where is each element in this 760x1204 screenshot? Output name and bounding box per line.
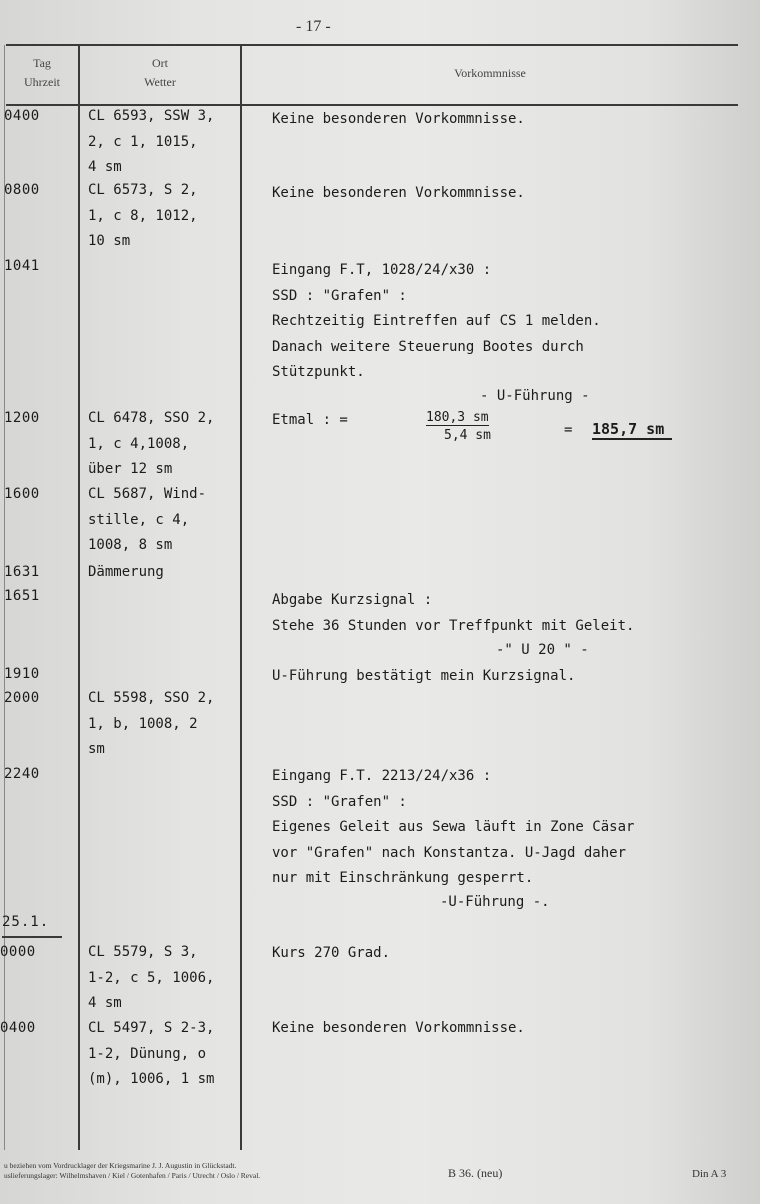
event-line: SSD : "Grafen" : [272, 793, 407, 810]
header-col-time-line1: Tag [33, 56, 51, 70]
place-line: CL 5497, S 2-3, [88, 1020, 215, 1036]
place-line: (m), 1006, 1 sm [88, 1071, 215, 1087]
entry-time: 1041 [4, 258, 40, 274]
place-line: 1008, 8 sm [88, 537, 173, 553]
entry-events [272, 941, 390, 967]
entry-place [88, 482, 206, 559]
header-col-place-line1: Ort [152, 56, 168, 70]
entry-place [88, 560, 164, 586]
event-line: U-Führung bestätigt mein Kurzsignal. [272, 668, 576, 684]
entry-time: 2240 [4, 766, 40, 782]
footer-printer-note [4, 1161, 260, 1181]
event-line: Eingang F.T, 1028/24/x30 : [272, 262, 492, 278]
header-top-rule [6, 44, 738, 46]
place-line: 1-2, Dünung, o [88, 1045, 207, 1062]
place-line: CL 5579, S 3, [88, 944, 198, 960]
entry-place [88, 178, 198, 255]
footer-paper-size: Din A 3 [692, 1168, 727, 1180]
place-line: 1, b, 1008, 2 [88, 715, 198, 732]
etmal-denominator: 5,4 sm [444, 428, 491, 443]
entry-place [88, 940, 214, 1017]
place-line: sm [88, 741, 105, 757]
event-line: Keine besonderen Vorkommnisse. [272, 185, 525, 201]
event-line: Stützpunkt. [272, 364, 365, 380]
event-line: Keine besonderen Vorkommnisse. [272, 1020, 525, 1036]
signature-u-fuehrung: - U-Führung - [480, 388, 590, 404]
entry-events [272, 181, 525, 207]
place-line: CL 6593, SSW 3, [88, 108, 215, 124]
header-col-time-line2: Uhrzeit [24, 75, 60, 89]
entry-time: 1200 [4, 410, 40, 426]
entry-time: 0400 [0, 1020, 36, 1036]
place-line: 2, c 1, 1015, [88, 133, 198, 150]
header-col-place-line2: Wetter [144, 75, 176, 89]
etmal-equals: = [564, 422, 573, 438]
event-line: nur mit Einschränkung gesperrt. [272, 870, 534, 886]
place-line: CL 5598, SSO 2, [88, 690, 215, 706]
entry-events [272, 664, 575, 690]
entry-events [272, 107, 525, 133]
entry-events [272, 764, 634, 892]
entry-time: 0400 [4, 108, 40, 124]
entry-place [88, 686, 214, 763]
entry-time: 0800 [4, 182, 40, 198]
column-divider-2 [240, 45, 242, 1150]
event-line: Abgabe Kurzsignal : [272, 592, 433, 608]
event-line: Stehe 36 Stunden vor Treffpunkt mit Geleit. [272, 617, 635, 634]
entry-time: 1910 [4, 666, 40, 682]
footer-line1: u beziehen vom Vordrucklager der Kriegsmarine J. J. Augustin in Glückstadt. [4, 1161, 237, 1170]
signature-u-fuehrung-2: -U-Führung -. [440, 894, 550, 910]
entry-time: 1651 [4, 588, 40, 604]
event-line: Eingang F.T. 2213/24/x36 : [272, 768, 492, 784]
entry-time: 1600 [4, 486, 40, 502]
etmal-result: 185,7 sm [592, 420, 672, 440]
signature-u20: -" U 20 " - [496, 642, 589, 658]
entry-events [272, 258, 601, 386]
entry-events [272, 1016, 525, 1042]
place-line: 4 sm [88, 995, 122, 1011]
column-divider-1 [78, 45, 80, 1150]
etmal-label: Etmal : = [272, 412, 348, 428]
footer-form-number: B 36. (neu) [448, 1166, 503, 1180]
header-col-place [80, 54, 240, 92]
place-line: Dämmerung [88, 564, 164, 580]
event-line: vor "Grafen" nach Konstantza. U-Jagd daher [272, 844, 627, 861]
event-line: Keine besonderen Vorkommnisse. [272, 111, 525, 127]
date-marker-underline [2, 936, 62, 938]
entry-time: 1631 [4, 564, 40, 580]
entry-place [88, 104, 214, 181]
entry-events [272, 588, 634, 639]
place-line: stille, c 4, [88, 511, 190, 528]
etmal-numerator: 180,3 sm [426, 410, 489, 425]
entry-time: 0000 [0, 944, 36, 960]
place-line: über 12 sm [88, 461, 173, 477]
place-line: CL 6573, S 2, [88, 182, 198, 198]
entry-time: 2000 [4, 690, 40, 706]
place-line: CL 5687, Wind- [88, 486, 207, 502]
place-line: 1, c 8, 1012, [88, 207, 198, 224]
place-line: 10 sm [88, 233, 131, 249]
event-line: SSD : "Grafen" : [272, 287, 407, 304]
event-line: Eigenes Geleit aus Sewa läuft in Zone Cäsar [272, 819, 635, 835]
place-line: 1-2, c 5, 1006, [88, 969, 215, 986]
entry-place [88, 406, 214, 483]
entry-place [88, 1016, 214, 1093]
place-line: CL 6478, SSO 2, [88, 410, 215, 426]
event-line: Danach weitere Steuerung Bootes durch [272, 338, 584, 355]
event-line: Rechtzeitig Eintreffen auf CS 1 melden. [272, 313, 601, 329]
place-line: 4 sm [88, 159, 122, 175]
page-number: - 17 - [296, 18, 331, 35]
place-line: 1, c 4,1008, [88, 435, 190, 452]
footer-line2: uslieferungslager: Wilhelmshaven / Kiel / Gotenhafen / Paris / Utrecht / Oslo / Reval. [4, 1171, 261, 1180]
header-col-events: Vorkommnisse [454, 66, 526, 80]
date-marker: 25.1. [2, 914, 50, 930]
header-col-time [6, 54, 78, 92]
event-line: Kurs 270 Grad. [272, 945, 391, 961]
